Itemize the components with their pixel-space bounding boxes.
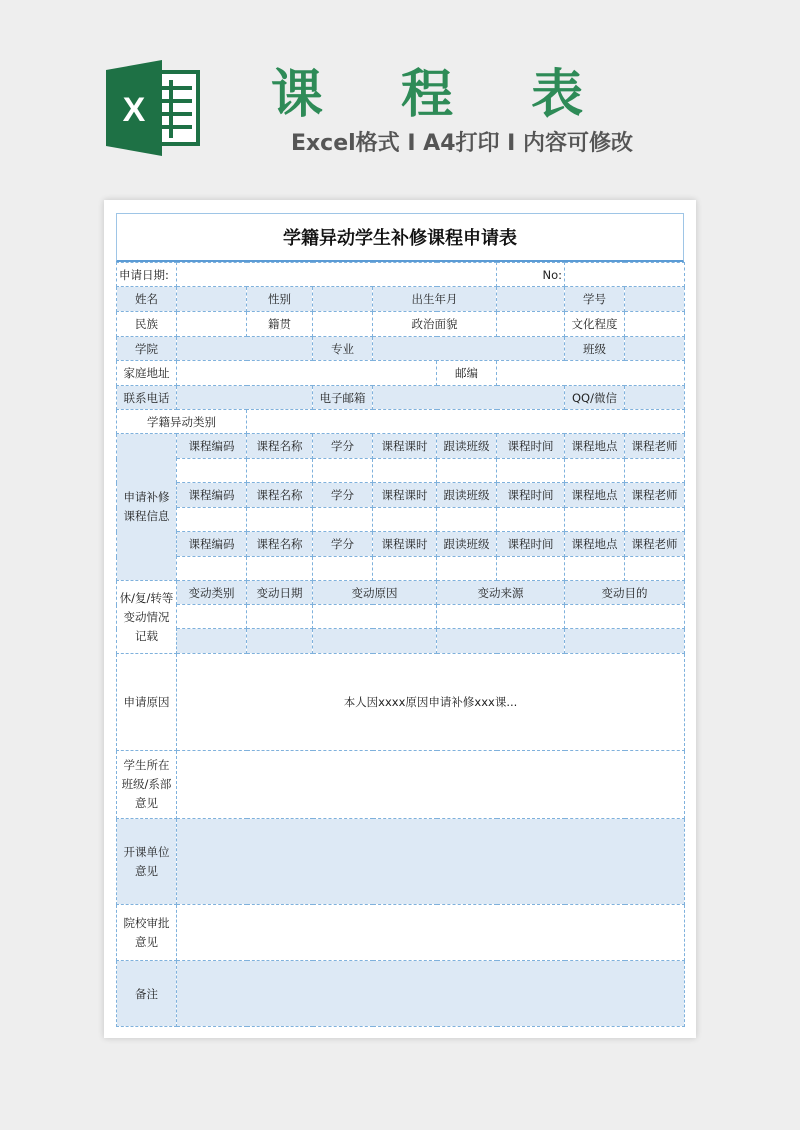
- course-data-row-2: [117, 508, 685, 532]
- course-header: 课程老师: [625, 483, 685, 508]
- course-header: 课程时间: [497, 483, 565, 508]
- course-cell[interactable]: [497, 508, 565, 532]
- gender-field[interactable]: [313, 287, 373, 312]
- change-data-row-1: [117, 605, 685, 629]
- dept-opinion-field[interactable]: [177, 751, 685, 819]
- course-cell[interactable]: [373, 459, 437, 483]
- major-label: 专业: [313, 337, 373, 361]
- change-cell[interactable]: [247, 605, 313, 629]
- change-type-field[interactable]: [247, 410, 685, 434]
- change-type-label: 学籍异动类别: [117, 410, 247, 434]
- change-record-label: 休/复/转等变动情况记载: [117, 581, 177, 654]
- remarks-label: 备注: [117, 961, 177, 1027]
- ethnicity-label: 民族: [117, 312, 177, 337]
- course-header: 跟读班级: [437, 434, 497, 459]
- course-header-row-1: [117, 434, 685, 459]
- birth-field[interactable]: [497, 287, 565, 312]
- change-header: 变动目的: [565, 581, 685, 605]
- school-opinion-label: 院校审批意见: [117, 905, 177, 961]
- major-field[interactable]: [373, 337, 565, 361]
- reason-label: 申请原因: [117, 654, 177, 751]
- change-header-row: [117, 581, 685, 605]
- change-cell[interactable]: [247, 629, 313, 654]
- course-cell[interactable]: [625, 557, 685, 581]
- phone-label: 联系电话: [117, 386, 177, 410]
- course-cell[interactable]: [497, 557, 565, 581]
- change-header: 变动日期: [247, 581, 313, 605]
- change-cell[interactable]: [565, 605, 685, 629]
- apply-date-field[interactable]: [177, 263, 497, 287]
- phone-row: [117, 386, 685, 410]
- native-place-field[interactable]: [313, 312, 373, 337]
- no-label: No:: [497, 263, 565, 287]
- change-cell[interactable]: [177, 605, 247, 629]
- teaching-unit-opinion-field[interactable]: [177, 819, 685, 905]
- address-field[interactable]: [177, 361, 437, 386]
- qq-field[interactable]: [625, 386, 685, 410]
- course-cell[interactable]: [437, 557, 497, 581]
- postcode-field[interactable]: [497, 361, 685, 386]
- change-cell[interactable]: [437, 629, 565, 654]
- apply-date-label: 申请日期:: [117, 263, 177, 287]
- course-header: 课程地点: [565, 532, 625, 557]
- course-cell[interactable]: [565, 557, 625, 581]
- course-header: 学分: [313, 434, 373, 459]
- student-id-label: 学号: [565, 287, 625, 312]
- change-cell[interactable]: [313, 629, 437, 654]
- college-row: [117, 337, 685, 361]
- form-title: 学籍异动学生补修课程申请表: [116, 213, 684, 262]
- course-cell[interactable]: [313, 508, 373, 532]
- course-cell[interactable]: [565, 459, 625, 483]
- gender-label: 性别: [247, 287, 313, 312]
- course-header: 课程名称: [247, 434, 313, 459]
- course-header: 课程编码: [177, 483, 247, 508]
- school-opinion-row: [117, 905, 685, 961]
- name-row: [117, 287, 685, 312]
- name-field[interactable]: [177, 287, 247, 312]
- birth-label: 出生年月: [373, 287, 497, 312]
- application-form-table: [116, 262, 685, 1027]
- postcode-label: 邮编: [437, 361, 497, 386]
- ethnicity-row: [117, 312, 685, 337]
- college-field[interactable]: [177, 337, 313, 361]
- course-cell[interactable]: [313, 557, 373, 581]
- course-header: 课程时间: [497, 434, 565, 459]
- dept-opinion-row: [117, 751, 685, 819]
- class-field[interactable]: [625, 337, 685, 361]
- course-cell[interactable]: [497, 459, 565, 483]
- date-row: [117, 263, 685, 287]
- qq-label: QQ/微信: [565, 386, 625, 410]
- course-header-row-2: [117, 483, 685, 508]
- change-header: 变动原因: [313, 581, 437, 605]
- course-header: 课程课时: [373, 532, 437, 557]
- change-cell[interactable]: [437, 605, 565, 629]
- course-data-row-1: [117, 459, 685, 483]
- ethnicity-field[interactable]: [177, 312, 247, 337]
- logo-letter: X: [122, 91, 146, 129]
- reason-field[interactable]: 本人因xxxx原因申请补修xxx课...: [177, 654, 685, 751]
- address-label: 家庭地址: [117, 361, 177, 386]
- course-cell[interactable]: [373, 508, 437, 532]
- no-field[interactable]: [565, 263, 685, 287]
- remarks-row: [117, 961, 685, 1027]
- course-header-row-3: [117, 532, 685, 557]
- student-id-field[interactable]: [625, 287, 685, 312]
- course-header: 课程名称: [247, 483, 313, 508]
- phone-field[interactable]: [177, 386, 313, 410]
- course-info-label: 申请补修课程信息: [117, 434, 177, 581]
- course-cell[interactable]: [177, 459, 247, 483]
- name-label: 姓名: [117, 287, 177, 312]
- teaching-unit-opinion-label: 开课单位意见: [117, 819, 177, 905]
- teaching-unit-opinion-row: [117, 819, 685, 905]
- page-title: 课 程 表: [270, 65, 614, 125]
- course-cell[interactable]: [313, 459, 373, 483]
- political-status-label: 政治面貌: [373, 312, 497, 337]
- change-header: 变动来源: [437, 581, 565, 605]
- address-row: [117, 361, 685, 386]
- college-label: 学院: [117, 337, 177, 361]
- course-header: 课程老师: [625, 532, 685, 557]
- school-opinion-field[interactable]: [177, 905, 685, 961]
- change-header: 变动类别: [177, 581, 247, 605]
- course-cell[interactable]: [625, 459, 685, 483]
- change-data-row-2: [117, 629, 685, 654]
- course-header: 课程编码: [177, 532, 247, 557]
- course-header: 跟读班级: [437, 532, 497, 557]
- course-cell[interactable]: [565, 508, 625, 532]
- course-cell[interactable]: [437, 459, 497, 483]
- course-header: 课程地点: [565, 434, 625, 459]
- course-header: 课程课时: [373, 483, 437, 508]
- course-data-row-3: [117, 557, 685, 581]
- course-cell[interactable]: [247, 557, 313, 581]
- course-cell[interactable]: [247, 508, 313, 532]
- course-header: 课程编码: [177, 434, 247, 459]
- course-cell[interactable]: [177, 557, 247, 581]
- change-type-row: [117, 410, 685, 434]
- course-cell[interactable]: [625, 508, 685, 532]
- political-status-field[interactable]: [497, 312, 565, 337]
- course-cell[interactable]: [373, 557, 437, 581]
- course-cell[interactable]: [247, 459, 313, 483]
- native-place-label: 籍贯: [247, 312, 313, 337]
- remarks-field[interactable]: [177, 961, 685, 1027]
- change-cell[interactable]: [177, 629, 247, 654]
- course-header: 课程课时: [373, 434, 437, 459]
- course-header: 课程名称: [247, 532, 313, 557]
- change-cell[interactable]: [313, 605, 437, 629]
- dept-opinion-label: 学生所在班级/系部意见: [117, 751, 177, 819]
- course-header: 跟读班级: [437, 483, 497, 508]
- course-header: 学分: [313, 483, 373, 508]
- reason-row: [117, 654, 685, 751]
- course-cell[interactable]: [437, 508, 497, 532]
- change-cell[interactable]: [565, 629, 685, 654]
- email-label: 电子邮箱: [313, 386, 373, 410]
- excel-logo-icon: [104, 58, 204, 158]
- course-header: 课程地点: [565, 483, 625, 508]
- course-header: 学分: [313, 532, 373, 557]
- email-field[interactable]: [373, 386, 565, 410]
- course-header: 课程时间: [497, 532, 565, 557]
- page-subtitle: Excel格式 I A4打印 I 内容可修改: [290, 131, 634, 156]
- class-label: 班级: [565, 337, 625, 361]
- course-header: 课程老师: [625, 434, 685, 459]
- education-field[interactable]: [625, 312, 685, 337]
- education-label: 文化程度: [565, 312, 625, 337]
- course-cell[interactable]: [177, 508, 247, 532]
